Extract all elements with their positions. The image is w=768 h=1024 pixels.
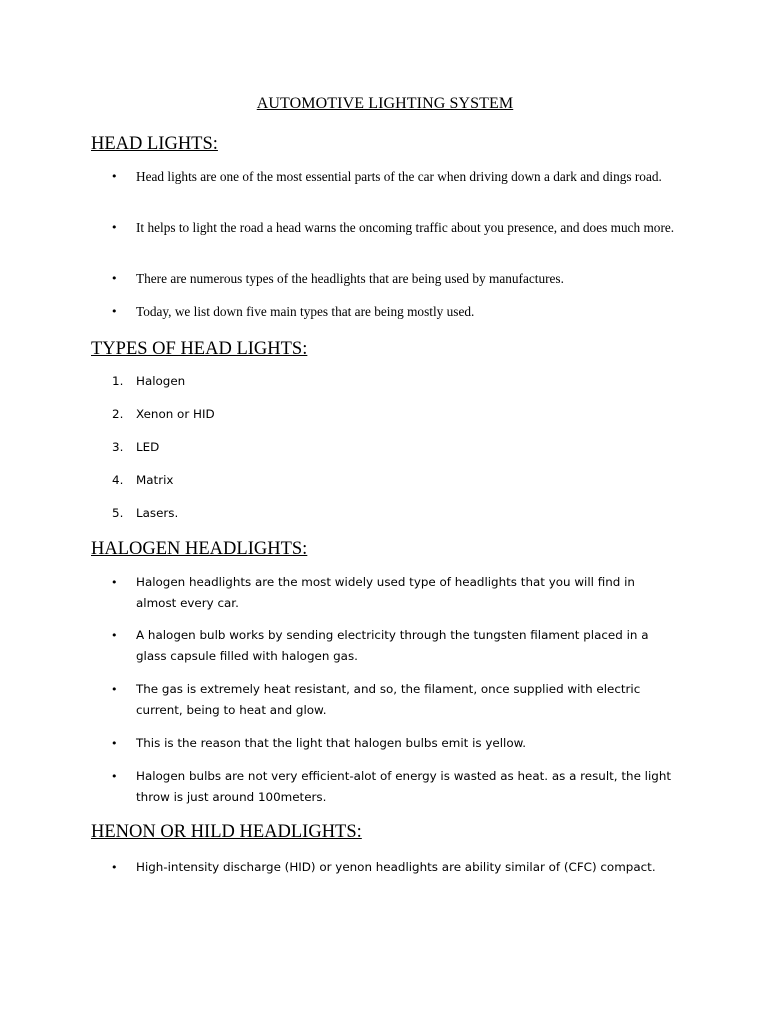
- list-item: [111, 625, 676, 667]
- list-item-text: This is the reason that the light that halogen bulbs emit is yellow.: [136, 736, 527, 750]
- bullet-icon: •: [111, 170, 118, 183]
- list-item-text: It helps to light the road a head warns the oncoming traffic about you presence, and does much more.: [136, 220, 675, 235]
- bullet-icon: •: [111, 221, 118, 234]
- list-item: [111, 572, 676, 614]
- list-item: [111, 766, 676, 808]
- list-number: 5.: [112, 506, 124, 520]
- list-number: 3.: [112, 440, 124, 454]
- list-item-text: Halogen: [136, 374, 186, 388]
- document-title: AUTOMOTIVE LIGHTING SYSTEM: [256, 95, 514, 112]
- bullet-icon: •: [111, 576, 118, 589]
- list-number: 1.: [112, 374, 124, 388]
- list-item: [112, 437, 676, 457]
- bullet-icon: •: [111, 629, 118, 642]
- list-item-text: There are numerous types of the headlights that are being used by manufactures.: [136, 271, 564, 286]
- bullet-icon: •: [111, 861, 118, 874]
- list-item-text: Head lights are one of the most essential parts of the car when driving down a dark and dings road.: [136, 169, 662, 184]
- list-item: [111, 218, 676, 238]
- list-item: [111, 302, 676, 322]
- list-number: 4.: [112, 473, 124, 487]
- list-item-text: A halogen bulb works by sending electricity through the tungsten filament placed in a glass capsule filled with halogen gas.: [136, 628, 649, 663]
- list-item-text: Lasers.: [136, 506, 179, 520]
- list-item-text: The gas is extremely heat resistant, and so, the filament, once supplied with electric current, being to heat and glow.: [136, 682, 641, 717]
- list-number: 2.: [112, 407, 124, 421]
- bullet-icon: •: [111, 305, 118, 318]
- bullet-icon: •: [111, 737, 118, 750]
- list-item-text: Today, we list down five main types that are being mostly used.: [136, 304, 475, 319]
- list-item: [111, 733, 676, 754]
- list-item: [111, 857, 676, 878]
- list-item: [112, 371, 676, 391]
- heading-types-of-head-lights: TYPES OF HEAD LIGHTS:: [91, 339, 308, 359]
- list-item: [111, 167, 676, 187]
- list-item: [111, 679, 676, 721]
- list-item: [112, 470, 676, 490]
- list-item-text: High-intensity discharge (HID) or yenon headlights are ability similar of (CFC) compact.: [136, 860, 656, 874]
- heading-halogen-headlights: HALOGEN HEADLIGHTS:: [91, 539, 308, 559]
- bullet-icon: •: [111, 272, 118, 285]
- list-item: [112, 404, 676, 424]
- list-item: [111, 269, 676, 289]
- list-item-text: Matrix: [136, 473, 174, 487]
- bullet-icon: •: [111, 770, 118, 783]
- heading-head-lights: HEAD LIGHTS:: [91, 134, 218, 154]
- heading-henon-headlights: HENON OR HILD HEADLIGHTS:: [91, 822, 362, 842]
- list-item-text: Halogen headlights are the most widely used type of headlights that you will find in almost every car.: [136, 575, 635, 610]
- list-item-text: Xenon or HID: [136, 407, 215, 421]
- list-item: [112, 503, 676, 523]
- list-item-text: Halogen bulbs are not very efficient-alot of energy is wasted as heat. as a result, the light throw is just around 100meters.: [136, 769, 672, 804]
- bullet-icon: •: [111, 683, 118, 696]
- list-item-text: LED: [136, 440, 160, 454]
